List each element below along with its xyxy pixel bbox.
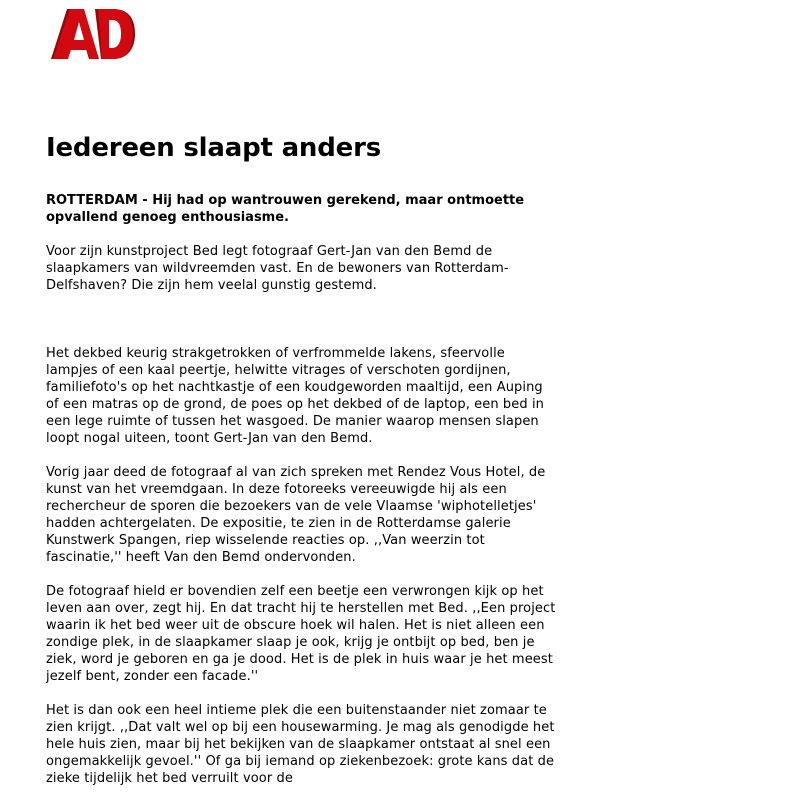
- article-paragraph: Vorig jaar deed de fotograaf al van zich spreken met Rendez Vous Hotel, de kunst van het vreemdgaan. In deze fotoreeks vereeuwigde hij als een rechercheur de sporen die bezoekers van de vele Vlaamse 'wiphotelletjes' hadden achtergelaten. De expositie, te zien in de Rotterdamse galerie Kunstwerk Spangen, riep wisselende reacties op. ,,Van weerzin tot fascinatie,'' heeft Van den Bemd ondervonden.: [46, 465, 546, 565]
- article-headline: Iedereen slaapt anders: [46, 133, 381, 163]
- ad-logo-mark: [51, 9, 135, 59]
- article: [46, 128, 556, 787]
- ad-logo[interactable]: [51, 9, 135, 59]
- article-paragraph: Het dekbed keurig strakgetrokken of verfrommelde lakens, sfeervolle lampjes of een kaal peertje, helwitte vitrages of verschoten gordijnen, familiefoto's op het nachtkastje of een koudgeworden maaltijd, een Auping of een matras op de grond, de poes op het dekbed of de laptop, een bed in een lege ruimte of tussen het wasgoed. De manier waarop mensen slapen loopt nogal uiteen, toont Gert-Jan van den Bemd.: [46, 346, 545, 446]
- article-paragraph: Het is dan ook een heel intieme plek die een buitenstaander niet zomaar te zien krijgt. ,,Dat valt wel op bij een housewarming. Je mag als genodigde het hele huis zien, maar bij het bekijken van de slaapkamer ontstaat al snel een ongemakkelijk gevoel.'' Of ga bij iemand op ziekenbezoek: grote kans dat de zieke tijdelijk het bed verruilt voor de: [46, 703, 555, 786]
- article-intro: Voor zijn kunstproject Bed legt fotograaf Gert-Jan van den Bemd de slaapkamers van wildvreemden vast. En de bewoners van Rotterdam-Delfshaven? Die zijn hem veelal gunstig gestemd.: [46, 244, 509, 293]
- article-paragraph: De fotograaf hield er bovendien zelf een beetje een verwrongen kijk op het leven aan over, zegt hij. En dat tracht hij te herstellen met Bed. ,,Een project waarin ik het bed weer uit de obscure hoek wil halen. Het is niet alleen een zondige plek, in de slaapkamer slaap je ook, krijg je ontbijt op bed, ben je ziek, word je geboren en ga je dood. Het is de plek in huis waar je het meest jezelf bent, zonder een facade.'': [46, 584, 556, 684]
- article-lead: ROTTERDAM - Hij had op wantrouwen gerekend, maar ontmoette opvallend genoeg enthousiasme.: [46, 193, 525, 225]
